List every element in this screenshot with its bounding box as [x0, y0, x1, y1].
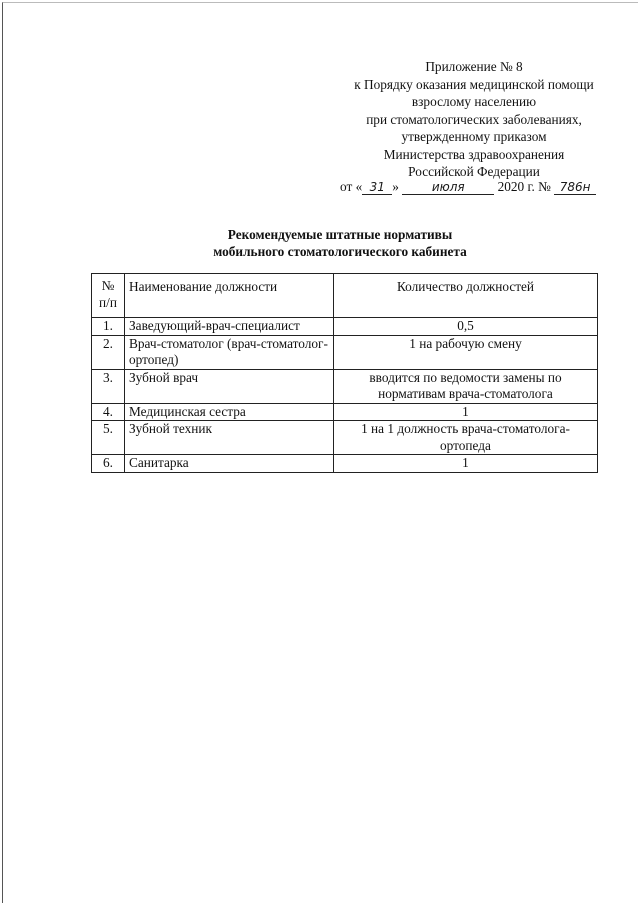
header-line: Министерства здравоохранения — [383, 146, 565, 162]
header-num: № п/п — [92, 274, 125, 318]
date-prefix: от « — [340, 179, 363, 194]
table-row — [92, 369, 598, 403]
header-line: к Порядку оказания медицинской помощи — [354, 76, 594, 92]
header-line: Российской Федерации — [408, 164, 540, 179]
row-quantity: 1 на рабочую смену — [334, 335, 598, 369]
table-row — [92, 403, 598, 421]
header-qty: Количество должностей — [334, 274, 598, 318]
table-row — [92, 455, 598, 473]
row-position: Санитарка — [125, 455, 334, 473]
row-num: 1. — [92, 318, 125, 336]
header-line: утвержденному приказом — [401, 129, 547, 144]
row-num: 4. — [92, 403, 125, 421]
row-quantity: 1 — [334, 403, 598, 421]
row-num: 5. — [92, 421, 125, 455]
table-row — [92, 421, 598, 455]
date-year: 2020 г. № — [497, 179, 551, 194]
title-line-2: мобильного стоматологического кабинета — [213, 244, 467, 259]
handwritten-month: июля — [402, 181, 494, 195]
row-num: 2. — [92, 335, 125, 369]
header-line: при стоматологических заболеваниях, — [366, 111, 582, 127]
document-title — [120, 226, 560, 260]
handwritten-day: 31 — [362, 181, 392, 195]
row-position: Медицинская сестра — [125, 403, 334, 421]
handwritten-order-number: 786н — [554, 181, 596, 195]
row-position: Зубной техник — [125, 421, 334, 455]
row-num: 6. — [92, 455, 125, 473]
table-header-row — [92, 274, 598, 318]
header-line: взрослому населению — [411, 94, 537, 109]
date-mid: » — [392, 179, 399, 194]
row-position: Заведующий-врач-специалист — [125, 318, 334, 336]
appendix-header — [318, 58, 630, 181]
row-quantity: 0,5 — [334, 318, 598, 336]
row-position: Зубной врач — [125, 369, 334, 403]
title-line-1: Рекомендуемые штатные нормативы — [227, 227, 453, 242]
row-position: Врач-стоматолог (врач-стоматолог-ортопед) — [125, 335, 334, 369]
row-quantity: вводится по ведомости замены по нормативам врача-стоматолога — [334, 369, 598, 403]
table-row — [92, 318, 598, 336]
staff-norms-table — [91, 273, 598, 473]
row-num: 3. — [92, 369, 125, 403]
table-row — [92, 335, 598, 369]
header-name: Наименование должности — [125, 274, 334, 318]
row-quantity: 1 — [334, 455, 598, 473]
row-quantity: 1 на 1 должность врача-стоматолога-ортопеда — [334, 421, 598, 455]
order-date-line — [340, 178, 630, 195]
appendix-number: Приложение № 8 — [425, 59, 523, 74]
